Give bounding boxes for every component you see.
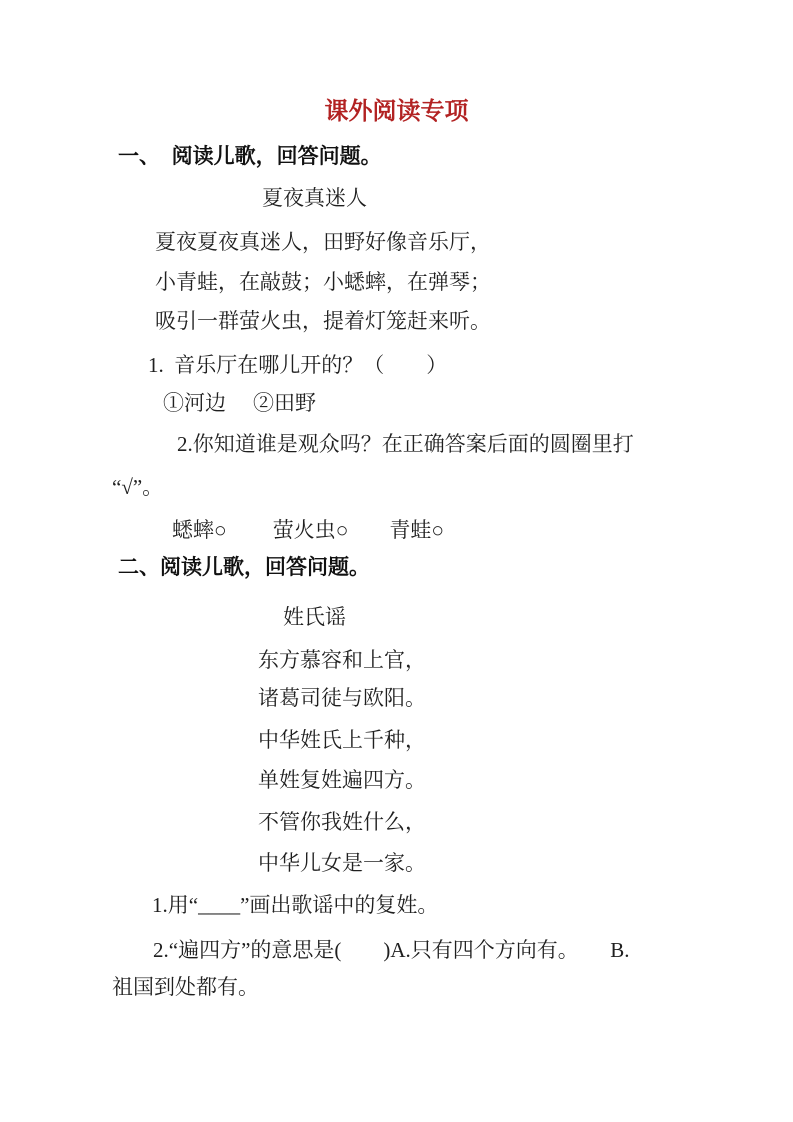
section1-answer-choices	[172, 515, 444, 545]
answer-choice-label: 青蛙	[389, 518, 432, 542]
option-item: ①河边	[163, 391, 226, 415]
section2-poem-title: 姓氏谣	[283, 605, 346, 629]
answer-choice	[273, 515, 349, 545]
answer-choice	[389, 515, 444, 545]
answer-choice-label: 萤火虫	[272, 518, 336, 542]
section2-poem-line: 不管你我姓什么，	[258, 810, 426, 834]
option-item: ②田野	[253, 391, 316, 415]
section1-question1-options	[163, 388, 316, 418]
section2-question2-line2: 祖国到处都有。	[112, 975, 259, 999]
answer-choice	[172, 515, 227, 545]
section1-poem-title: 夏夜真迷人	[262, 186, 367, 210]
section2-heading: 二、阅读儿歌，回答问题。	[118, 556, 370, 579]
answer-circle-icon: ○	[335, 518, 349, 542]
answer-circle-icon: ○	[431, 518, 445, 542]
answer-circle-icon: ○	[214, 518, 227, 542]
section2-question2-line1: 2.“遍四方”的意思是( )A.只有四个方向有。 B.	[153, 938, 630, 962]
section1-heading: 一、 阅读儿歌，回答问题。	[118, 145, 382, 168]
section1-question2-line2: “√”。	[112, 475, 164, 499]
section2-poem-line: 中华儿女是一家。	[258, 851, 426, 875]
section2-question1: 1.用“____”画出歌谣中的复姓。	[152, 893, 439, 917]
answer-choice-label: 蟋蟀	[172, 518, 214, 542]
section2-poem-line: 诸葛司徒与欧阳。	[258, 686, 426, 710]
section2-poem-line: 单姓复姓遍四方。	[258, 768, 426, 792]
section2-poem-line: 东方慕容和上官，	[258, 648, 426, 672]
section1-question2-line1: 2.你知道谁是观众吗？在正确答案后面的圆圈里打	[177, 432, 634, 456]
section1-question1: 1. 音乐厅在哪儿开的？（ ）	[148, 353, 448, 377]
section1-poem-line: 夏夜夏夜真迷人，田野好像音乐厅，	[155, 230, 491, 254]
section1-poem-line: 小青蛙，在敲鼓；小蟋蟀，在弹琴；	[155, 270, 491, 294]
page-title: 课外阅读专项	[324, 98, 469, 125]
section2-poem-line: 中华姓氏上千种，	[258, 728, 426, 752]
section1-poem-line: 吸引一群萤火虫，提着灯笼赶来听。	[155, 309, 491, 333]
